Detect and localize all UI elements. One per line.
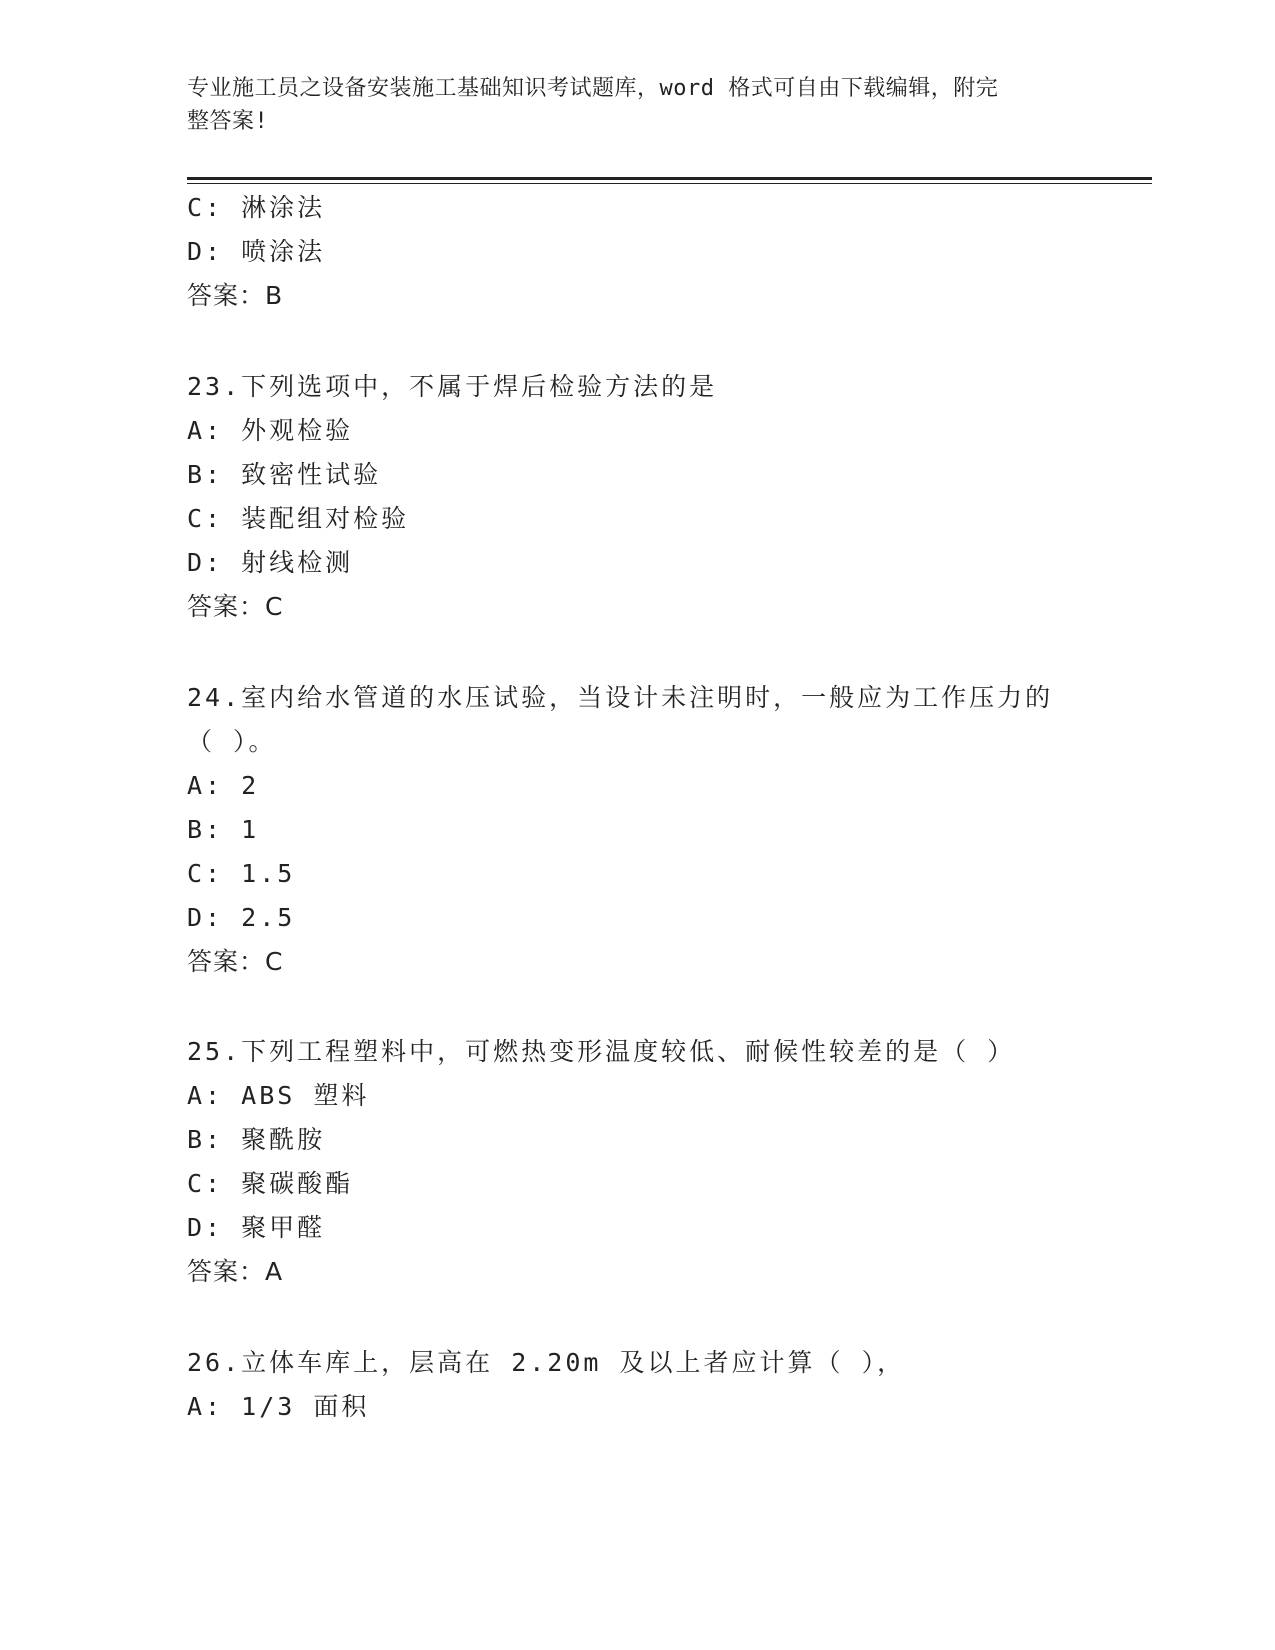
answer: 答案：B xyxy=(187,281,284,310)
question-24-option-b: B: 1 xyxy=(187,815,260,844)
question-24-option-c: C: 1.5 xyxy=(187,859,296,888)
question-23-text: 23.下列选项中，不属于焊后检验方法的是 xyxy=(187,372,718,401)
header-line-1: 专业施工员之设备安装施工基础知识考试题库，word 格式可自由下载编辑，附完 xyxy=(187,76,999,101)
question-23-option-b: B: 致密性试验 xyxy=(187,460,382,489)
option-c: C: 淋涂法 xyxy=(187,193,326,222)
question-23-option-d: D: 射线检测 xyxy=(187,548,354,577)
option-d: D: 喷涂法 xyxy=(187,237,326,266)
question-26-text: 26.立体车库上，层高在 2.20m 及以上者应计算（ ）， xyxy=(187,1348,906,1377)
question-26-option-a: A: 1/3 面积 xyxy=(187,1392,370,1421)
question-24-text-line-2: （ ）。 xyxy=(187,727,277,756)
question-24-option-d: D: 2.5 xyxy=(187,903,296,932)
question-25-option-b: B: 聚酰胺 xyxy=(187,1125,326,1154)
question-25-text: 25.下列工程塑料中，可燃热变形温度较低、耐候性较差的是（ ） xyxy=(187,1037,1016,1066)
question-25-option-d: D: 聚甲醛 xyxy=(187,1213,326,1242)
header-divider-thick xyxy=(187,177,1152,180)
question-23-answer: 答案：C xyxy=(187,592,284,621)
header-line-2: 整答案! xyxy=(187,109,269,134)
question-23-option-c: C: 装配组对检验 xyxy=(187,504,410,533)
document-header xyxy=(187,72,1087,138)
question-24-option-a: A: 2 xyxy=(187,771,260,800)
question-25-answer: 答案：A xyxy=(187,1257,284,1286)
question-23-option-a: A: 外观检验 xyxy=(187,416,354,445)
question-25-option-c: C: 聚碳酸酯 xyxy=(187,1169,354,1198)
question-24-text-line-1: 24.室内给水管道的水压试验，当设计未注明时，一般应为工作压力的 xyxy=(187,683,1054,712)
header-divider-thin xyxy=(187,183,1152,184)
question-24-answer: 答案：C xyxy=(187,947,284,976)
question-25-option-a: A: ABS 塑料 xyxy=(187,1081,370,1110)
